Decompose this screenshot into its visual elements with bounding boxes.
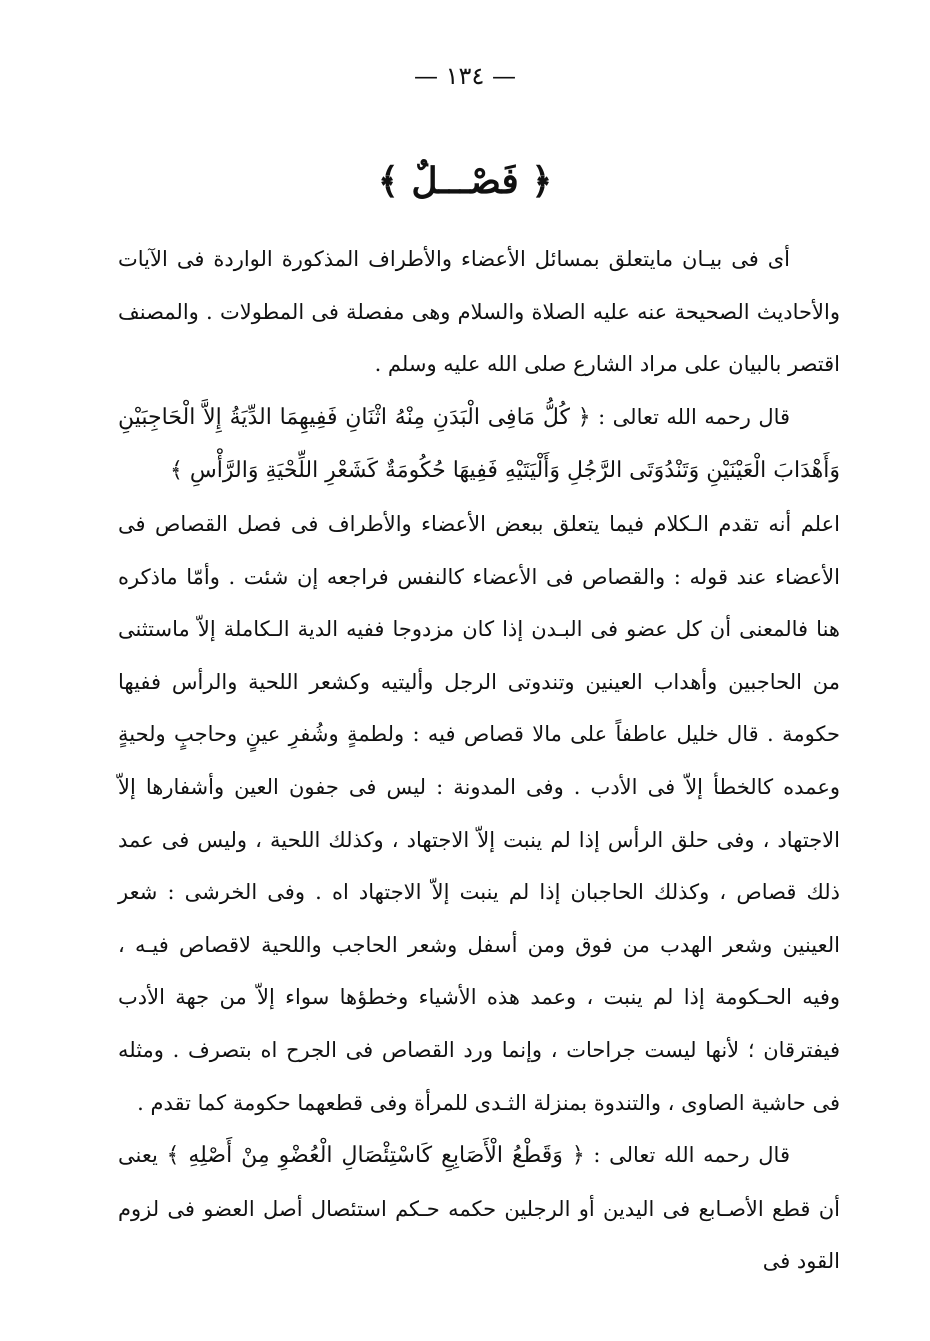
body-text <box>118 233 840 1288</box>
quote-lead-1: قال رحمه الله تعالى : <box>590 404 791 429</box>
section-heading: ﴿ فَصْـــلٌ ﴾ <box>377 160 553 202</box>
page-number: — ١٣٤ — <box>414 62 516 90</box>
quote-lead-2: قال رحمه الله تعالى : <box>584 1143 790 1168</box>
quran-quote-1: ﴿ كُلُّ مَافِى الْبَدَنِ مِنْهُ اثْنَانِ فَفِيهِمَا الدِّيَةُ إِلاَّ الْحَاجِبَيْنِ وَأَهْدَابَ الْعَيْنَيْنِ وَتَنْدُوَتَى الرَّجُلِ وَأَلْيَتَيْهِ فَفِيهَا حُكُومَةٌ كَشَعْرِ اللِّحْيَةِ وَالرَّأْسِ ﴾ <box>118 404 840 484</box>
quran-quote-2: ﴿ وَقَطْعُ الْأَصَابِعِ كَاسْتِئْصَالِ الْعُضْوِ مِنْ أَصْلِهِ ﴾ <box>166 1143 585 1169</box>
quote-rest-2: يعنى أن قطع الأصـابع فى اليدين أو الرجلين حكمه حـكم استئصال أصل العضو فى لزوم القود فى <box>118 1143 840 1274</box>
quote-paragraph-2 <box>118 1129 840 1288</box>
quote-paragraph-1 <box>118 391 840 498</box>
intro-paragraph: أى فى بيـان مايتعلق بمسائل الأعضاء والأطراف المذكورة الواردة فى الآيات والأحاديث الصحيحة عنه عليه الصلاة والسلام وهى مفصلة فى المطولات . والمصنف اقتصر بالبيان على مراد الشارع صلى الله عليه وسلم . <box>118 247 840 377</box>
commentary-paragraph: اعلم أنه تقدم الـكلام فيما يتعلق ببعض الأعضاء والأطراف فى فصل القصاص فى الأعضاء عند قوله : والقصاص فى الأعضاء كالنفس فراجعه إن شئت . وأمّا ماذكره هنا فالمعنى أن كل عضو فى البـدن إذا كان مزدوجا ففيه الدية الـكاملة إلاّ ماستثنى من الحاجبين وأهداب العينين وتندوتى الرجل وأليتيه وكشعر اللحية والرأس ففيها حكومة . قال خليل عاطفاً على مالا قصاص فيه : ولطمةٍ وشُفرِ عينٍ وحاجبٍ ولحيةٍ وعمده كالخطأ إلاّ فى الأدب . وفى المدونة : ليس فى جفون العين وأشفارها إلاّ الاجتهاد ، وفى حلق الرأس إذا لم ينبت إلاّ الاجتهاد ، وكذلك اللحية ، وليس فى عمد ذلك قصاص ، وكذلك الحاجبان إذا لم ينبت إلاّ الاجتهاد اه . وفى الخرشى : شعر العينين وشعر الهدب من فوق ومن أسفل وشعر الحاجب واللحية لاقصاص فيـه ، وفيه الحـكومة إذا لم ينبت ، وعمد هذه الأشياء وخطؤها سواء إلاّ من جهة الأدب فيفترقان ؛ لأنها ليست جراحات ، وإنما ورد القصاص فى الجرح اه بتصرف . ومثله فى حاشية الصاوى ، والتندوة بمنزلة الثـدى للمرأة وفى قطعهما حكومة كما تقدم . <box>118 511 840 1115</box>
